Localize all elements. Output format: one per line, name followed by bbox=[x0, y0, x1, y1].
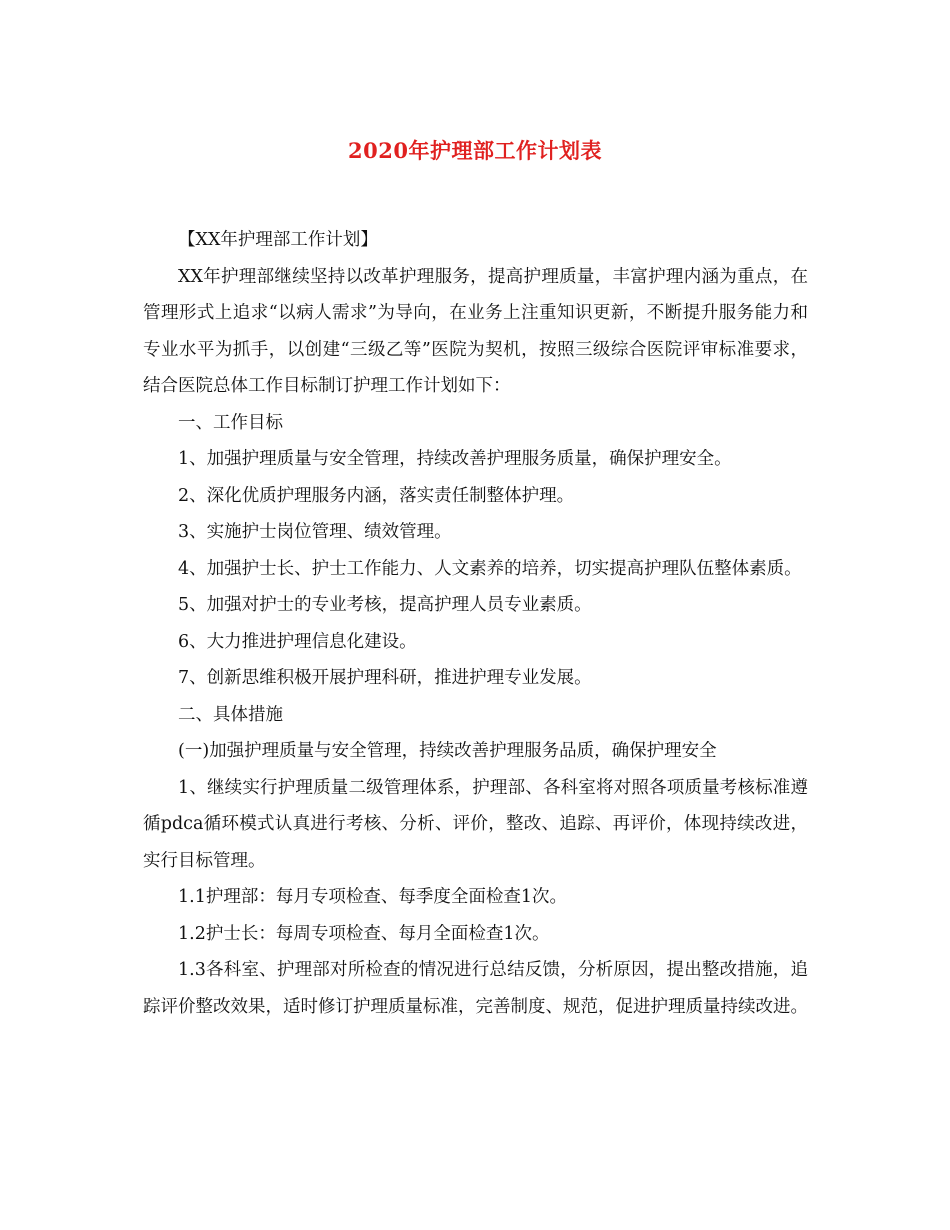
goal-item-4: 4、加强护士长、护士工作能力、人文素养的培养，切实提高护理队伍整体素质。 bbox=[178, 558, 802, 579]
section-heading-goals: 一、工作目标 bbox=[178, 412, 283, 433]
goal-item-6: 6、大力推进护理信息化建设。 bbox=[178, 631, 417, 652]
goal-item-7: 7、创新思维积极开展护理科研，推进护理专业发展。 bbox=[178, 668, 592, 688]
measure-item-1-3: 1.3各科室、护理部对所检查的情况进行总结反馈，分析原因，提出整改措施，追踪评价整改效果，适时修订护理质量标准，完善制度、规范，促进护理质量持续改进。 bbox=[143, 960, 808, 1017]
measure-item-1-2: 1.2护士长：每周专项检查、每月全面检查1次。 bbox=[178, 923, 550, 944]
section-heading-measures: 二、具体措施 bbox=[178, 704, 283, 725]
measure-item-1: 1、继续实行护理质量二级管理体系，护理部、各科室将对照各项质量考核标准遵循pdca循环模式认真进行考核、分析、评价，整改、追踪、再评价，体现持续改进，实行目标管理。 bbox=[143, 777, 808, 871]
intro-paragraph: XX年护理部继续坚持以改革护理服务，提高护理质量，丰富护理内涵为重点，在管理形式上追求“以病人需求”为导向，在业务上注重知识更新，不断提升服务能力和专业水平为抓手，以创建“三级乙等”医院为契机，按照三级综合医院评审标准要求，结合医院总体工作目标制订护理工作计划如下： bbox=[143, 266, 808, 396]
document-body bbox=[143, 222, 808, 1025]
measure-item-1-1: 1.1护理部：每月专项检查、每季度全面检查1次。 bbox=[178, 887, 567, 907]
goal-item-3: 3、实施护士岗位管理、绩效管理。 bbox=[178, 522, 452, 542]
goal-item-1: 1、加强护理质量与安全管理，持续改善护理服务质量，确保护理安全。 bbox=[178, 449, 732, 469]
document-title: 2020年护理部工作计划表 bbox=[348, 138, 602, 163]
goal-item-5: 5、加强对护士的专业考核，提高护理人员专业素质。 bbox=[178, 595, 592, 615]
goal-item-2: 2、深化优质护理服务内涵，落实责任制整体护理。 bbox=[178, 485, 575, 506]
subsection-heading-quality: (一)加强护理质量与安全管理，持续改善护理服务品质，确保护理安全 bbox=[178, 741, 717, 761]
section-heading-xx-plan: 【XX年护理部工作计划】 bbox=[178, 230, 378, 250]
